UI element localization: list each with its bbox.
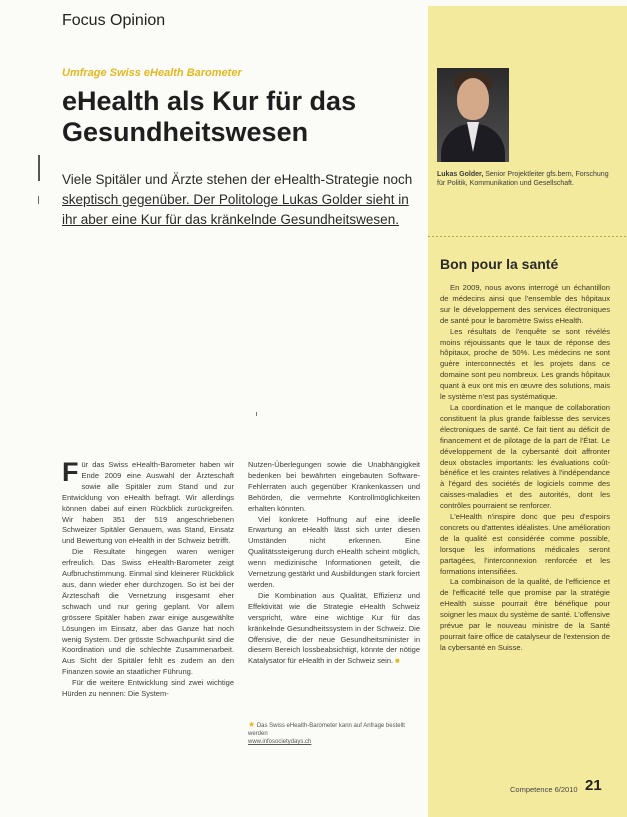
paragraph: Nutzen-Überlegungen sowie die Unabhängigkeit bedenken bei bewährten eingebauten Software-Fehlerraten auch gegenüber Krankenkassen und Behörden, die vermehrte Kontrollmöglichkeiten erhalten könnten. — [248, 460, 420, 513]
paragraph: ür das Swiss eHealth-Barometer haben wir Ende 2009 eine Auswahl der Ärzteschaft sowie alle Spitäler zum Stand und zur Entwicklung von eHealth befragt. Wir allerdings können dabei auf einen Rückblick zurückgreifen. Wir haben 351 der 519 angeschriebenen Schweizer Spitäler Genauem, was Stand, Einsatz und Bewertung von eHealth in der Schweiz betrifft. — [62, 460, 234, 546]
footnote-star-icon: ★ — [248, 720, 256, 729]
sidebar-heading: Bon pour la santé — [440, 256, 559, 272]
drop-cap: F — [62, 457, 79, 487]
paragraph: Für die weitere Entwicklung sind zwei wichtige Hürden zu nennen: Die System- — [62, 678, 234, 699]
lead-text: Viele Spitäler und Ärzte stehen der eHealth-Strategie noch — [62, 172, 413, 187]
margin-mark — [38, 196, 39, 204]
paragraph: Die Kombination aus Qualität, Effizienz und Effektivität wie die Strategie eHealth Schweiz verspricht, wäre eine wichtige Kur für das kränkelnde Gesundheitssystem in der Schweiz. Die Offensive, die der neue Gesundheitsminister in diesem Bereich lossbeabsichtigt, könnte der nötige Katalysator für eHealth in der Schweiz sein. — [248, 590, 420, 666]
paragraph: Viel konkrete Hoffnung auf eine ideelle Erwartung an eHealth lässt sich unter diesen Umständen nicht erkennen. Eine Qualitätssteigerung durch eHealth scheint möglich, wenn medizinische Informationen geteilt, die Vernetzung gestärkt und Ausbildungen stark forciert werden. — [248, 514, 420, 589]
caption-name: Lukas Golder, — [437, 171, 484, 178]
sidebar-paragraph: La coordination et le manque de collaboration constituent la plus grande faiblesse des services électroniques de santé. Ce fait tient au déficit de financement et de pilotage de la part de l'État. Le développement de la cybersanté doit affronter deux obstacles importants: les évaluations coût-bénéfice et les craintes relatives à l'indépendance à l'égard des sociétés de logiciels comme des caisses-maladies et des autorités, dont les contrôles pourraient se renforcer. — [440, 402, 610, 511]
article-lead — [62, 170, 422, 230]
article-headline: eHealth als Kur für das Gesundheitswesen — [62, 86, 357, 147]
sidebar-divider — [428, 236, 627, 237]
footnote-link[interactable]: www.infosocietydays.ch — [248, 739, 312, 745]
lead-underlined-text: skeptisch gegenüber. Der Politologe Lukas Golder sieht in ihr aber eine Kur für das kränkelnde Gesundheitswesen. — [62, 192, 409, 227]
sidebar-paragraph: En 2009, nous avons interrogé un échantillon de médecins ainsi que l'ensemble des hôpitaux sur le développement des services électroniques de santé pour le baromètre Swiss eHealth. — [440, 283, 610, 325]
article-kicker: Umfrage Swiss eHealth Barometer — [62, 67, 242, 79]
page-number: 21 — [585, 777, 602, 794]
caption-text: Senior Projektleiter gfs.bern, Forschung für Politik, Kommunikation und Gesellschaft. — [437, 171, 609, 187]
footnote — [248, 721, 420, 746]
photo-caption — [437, 170, 617, 188]
center-mark — [256, 412, 257, 416]
footnote-text: Das Swiss eHealth-Barometer kann auf Anfrage bestellt werden — [248, 723, 405, 737]
sidebar-paragraph: L'eHealth n'inspire donc que peu d'espoirs concrets ou d'attentes idéalistes. Une amélioration de la qualité est considérée comme possible, lorsque les informations médicales seront partagées, l'interconnexion renforcée et les formations intensifiées. — [440, 512, 610, 576]
margin-mark — [38, 155, 40, 181]
article-column-2 — [248, 460, 420, 667]
article-column-1 — [62, 457, 234, 700]
sidebar-paragraph: La combinaison de la qualité, de l'efficience et de l'efficacité telle que promise par la stratégie eHealth suisse pourrait être bénéfique pour soigner les maux du système de santé. L'offensive prévue par le nouveau ministre de la Santé pourrait faire office de catalyseur de l'extension de la cybersanté en Suisse. — [440, 577, 610, 652]
sidebar-paragraph: Les résultats de l'enquête se sont révélés moins réjouissants que le taux de réponse des hôpitaux, proche de 50%. Les médecins ne sont guère interconnectés et les projets dans ce domaine sont peu nombreux. Les grands hôpitaux quant à eux ont mis en œuvre des solutions, mais le système n'est pas systématique. — [440, 326, 610, 402]
section-title: Focus Opinion — [62, 12, 166, 29]
author-photo — [437, 68, 509, 162]
end-mark-icon: ■ — [395, 656, 400, 666]
sidebar-body — [440, 283, 610, 654]
paragraph: Die Resultate hingegen waren weniger erfreulich. Das Swiss eHealth-Barometer zeigt Aufbruchstimmung. Einmal sind kleinerer Rückblick aus, dann wieder eher durchzogen. So ist bei der Ärzteschaft die Vernetzung insgesamt eher schwach und nur gering geplant. Vor allem grössere Spitäler haben zwar einige ausgewählte Lösungen im Einsatz, aber das Ganze hat noch wenig System. Der grösste Schwachpunkt sind die Koordination und die schlechte Zusammenarbeit. Aus Sicht der Spitäler fehlt es zudem an den Finanzen sowie an staatlicher Führung. — [62, 547, 234, 677]
footer-journal: Competence 6/2010 — [510, 785, 578, 794]
